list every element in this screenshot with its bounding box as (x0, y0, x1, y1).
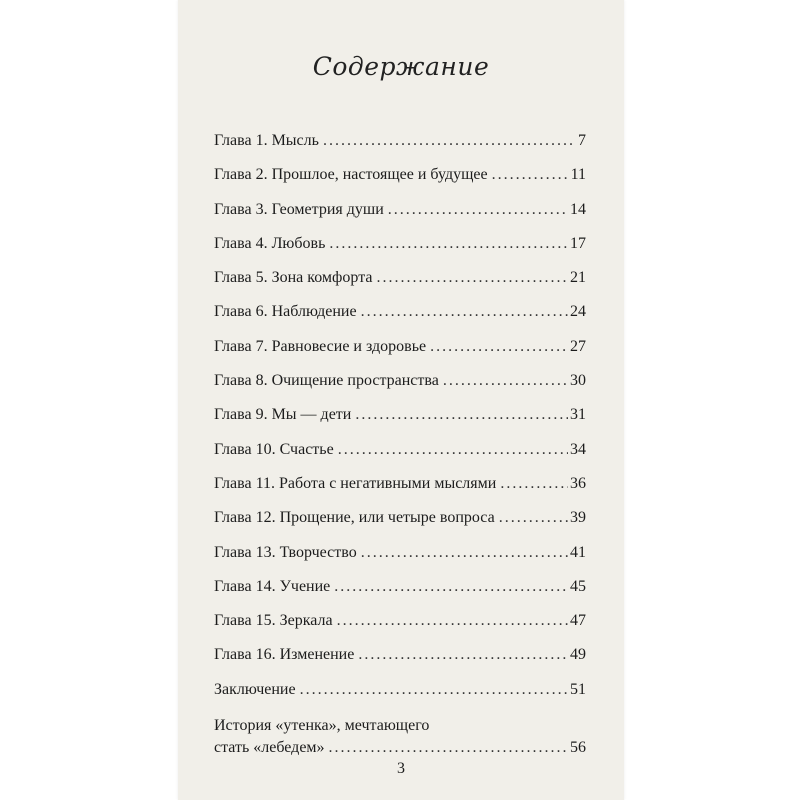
toc-entry-page: 11 (570, 166, 586, 184)
toc-entry-label-line1: История «утенка», мечтающего (214, 717, 430, 735)
toc-leader-dots (334, 570, 568, 604)
toc-entry (214, 467, 586, 501)
toc-entry-page: 49 (570, 646, 586, 664)
page-number: 3 (397, 760, 405, 777)
toc-entry (214, 158, 586, 192)
toc-entry (214, 193, 586, 227)
toc-entry-label: Глава 10. Счастье (214, 440, 334, 458)
table-of-contents (214, 124, 586, 763)
toc-entry-page: 31 (570, 406, 586, 424)
toc-entry-page: 45 (570, 577, 586, 595)
toc-entry (214, 295, 586, 329)
toc-entry-page: 36 (570, 474, 586, 492)
toc-entry (214, 227, 586, 261)
toc-entry-multiline (214, 715, 586, 763)
toc-leader-dots (499, 501, 568, 535)
toc-entry-label: Глава 11. Работа с негативными мыслями (214, 474, 497, 492)
toc-entry-label-line2: стать «лебедем» (214, 739, 325, 757)
toc-entry-page: 27 (570, 337, 586, 355)
toc-entry-page: 17 (570, 234, 586, 252)
toc-entry-page: 47 (570, 612, 586, 630)
toc-entry-page: 41 (570, 543, 586, 561)
toc-entry-label: Глава 8. Очищение пространства (214, 372, 439, 390)
toc-leader-dots (443, 364, 568, 398)
toc-entry-label: Глава 5. Зона комфорта (214, 269, 373, 287)
toc-entry (214, 330, 586, 364)
toc-leader-dots (338, 433, 568, 467)
page-title: Содержание (312, 52, 490, 81)
toc-leader-dots (355, 398, 568, 432)
toc-entry (214, 124, 586, 158)
toc-entry (214, 638, 586, 672)
toc-entry-page: 39 (570, 509, 586, 527)
toc-leader-dots (329, 737, 568, 759)
toc-entry-page: 21 (570, 269, 586, 287)
toc-entry (214, 433, 586, 467)
toc-entry-page: 24 (570, 303, 586, 321)
toc-entry-page: 56 (570, 739, 586, 757)
toc-leader-dots (300, 673, 568, 707)
toc-entry-label: Глава 15. Зеркала (214, 612, 333, 630)
book-page (178, 0, 624, 800)
toc-entry-label: Глава 6. Наблюдение (214, 303, 357, 321)
toc-entry-page: 14 (570, 200, 586, 218)
toc-leader-dots (337, 604, 568, 638)
toc-entry-page: 30 (570, 372, 586, 390)
toc-leader-dots (358, 638, 568, 672)
toc-entry-label: Глава 7. Равновесие и здоровье (214, 337, 427, 355)
toc-entry-label: Заключение (214, 680, 296, 698)
toc-leader-dots (323, 124, 576, 158)
toc-entry-page: 51 (570, 680, 586, 698)
toc-leader-dots (329, 227, 568, 261)
toc-entry-label: Глава 14. Учение (214, 577, 331, 595)
toc-entry (214, 570, 586, 604)
toc-leader-dots (492, 158, 569, 192)
toc-entry (214, 673, 586, 707)
toc-leader-dots (376, 261, 568, 295)
toc-entry (214, 604, 586, 638)
toc-entry (214, 261, 586, 295)
toc-leader-dots (388, 193, 568, 227)
toc-entry-label: Глава 1. Мысль (214, 132, 319, 149)
toc-entry-label: Глава 2. Прошлое, настоящее и будущее (214, 166, 488, 184)
toc-leader-dots (361, 295, 568, 329)
toc-entry-label: Глава 4. Любовь (214, 234, 326, 252)
toc-entry-page: 34 (570, 440, 586, 458)
toc-entry-label: Глава 3. Геометрия души (214, 200, 384, 218)
toc-entry (214, 501, 586, 535)
toc-entry (214, 536, 586, 570)
toc-entry-label: Глава 12. Прощение, или четыре вопроса (214, 509, 495, 527)
toc-entry (214, 364, 586, 398)
toc-entry-label: Глава 16. Изменение (214, 646, 355, 664)
toc-leader-dots (361, 536, 568, 570)
toc-entry (214, 398, 586, 432)
toc-leader-dots (430, 330, 568, 364)
toc-leader-dots (500, 467, 568, 501)
toc-entry-page: 7 (578, 132, 586, 149)
toc-entry-label: Глава 13. Творчество (214, 543, 357, 561)
toc-entry-label: Глава 9. Мы — дети (214, 406, 352, 424)
